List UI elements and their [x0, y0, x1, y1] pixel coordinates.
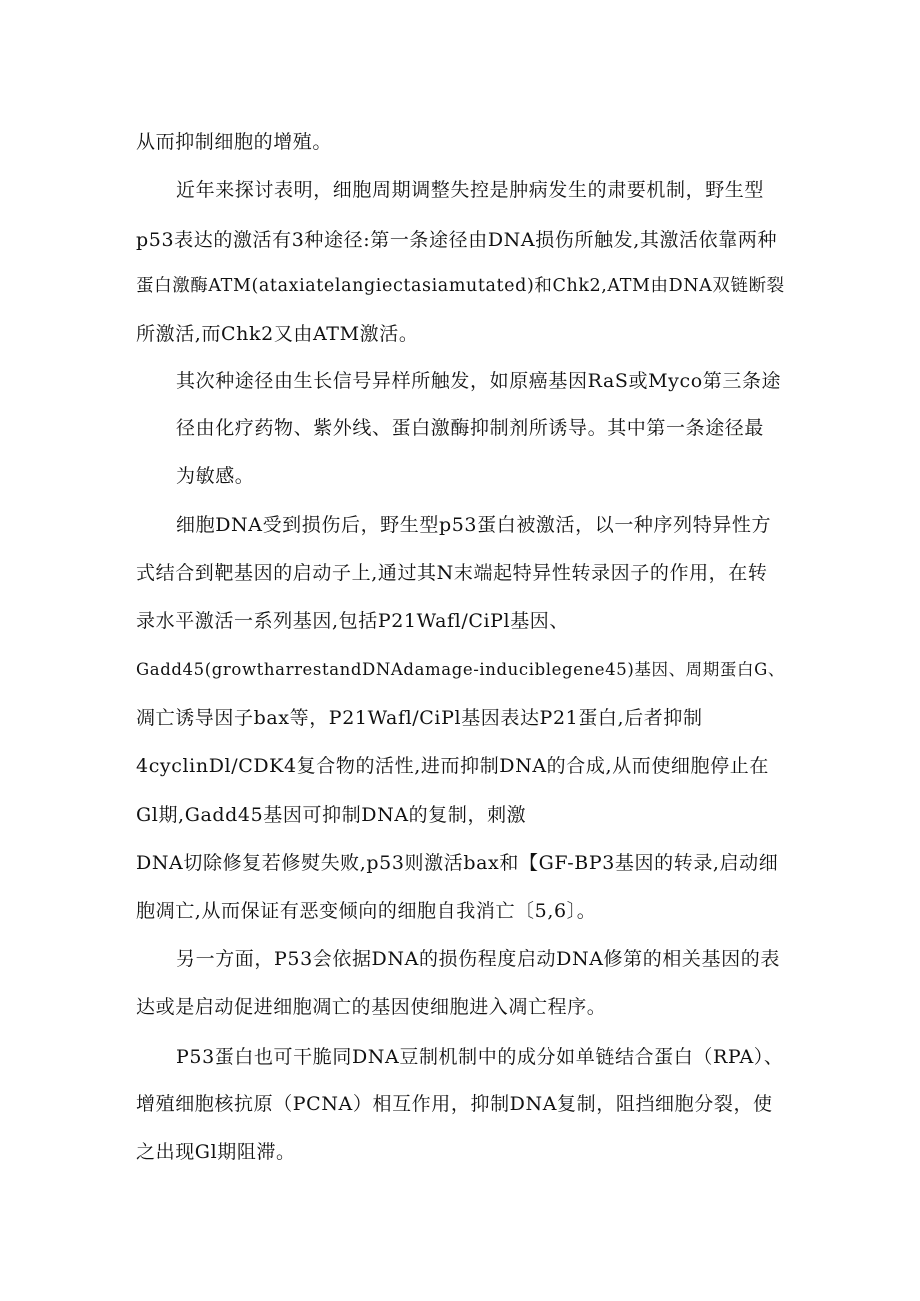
text-line: 凋亡诱导因子bax等，P21Wafl/CiPl基因表达P21蛋白,后者抑制	[136, 707, 703, 729]
text-line: P53蛋白也可干脆同DNA豆制机制中的成分如单链结合蛋白（RPA）、	[176, 1046, 784, 1068]
text-line: 其次种途径由生长信号异样所触发，如原癌基因RaS或Myco第三条途	[176, 370, 782, 392]
text-line: DNA切除修复若修熨失败,p53则激活bax和【GF-BP3基因的转录,启动细	[136, 852, 779, 874]
text-line: Gl期,Gadd45基因可抑制DNA的复制，刺激	[136, 804, 527, 826]
text-line: 式结合到靶基因的启动子上,通过其N末端起特异性转录因子的作用，在转	[136, 562, 768, 584]
text-line: 胞凋亡,从而保证有恶变倾向的细胞自我消亡〔5,6〕。	[136, 900, 597, 922]
text-line: 为敏感。	[176, 465, 255, 487]
text-line: 所激活,而Chk2又由ATM激活。	[136, 323, 419, 345]
text-line: 从而抑制细胞的增殖。	[136, 131, 333, 153]
text-line: 另一方面，P53会依据DNA的损伤程度启动DNA修第的相关基因的表	[176, 948, 780, 970]
text-line: 达或是启动促进细胞凋亡的基因使细胞进入凋亡程序。	[136, 996, 607, 1018]
text-line: 径由化疗药物、紫外线、蛋白激酶抑制剂所诱导。其中第一条途径最	[176, 417, 765, 439]
text-line: 录水平激活一系列基因,包括P21Wafl/CiPl基因、	[136, 610, 569, 632]
text-line: 细胞DNA受到损伤后，野生型p53蛋白被激活，以一种序列特异性方	[176, 514, 772, 536]
text-line: 蛋白激酶ATM(ataxiatelangiectasiamutated)和Chk2,ATM由DNA双链断裂	[136, 276, 785, 296]
text-line: 近年来探讨表明，细胞周期调整失控是肿病发生的肃要机制，野生型	[176, 179, 765, 201]
text-line: p53表达的激活有3种途径:第一条途径由DNA损伤所触发,其激活依靠两种	[136, 229, 778, 251]
text-line: 增殖细胞核抗原（PCNA）相互作用，抑制DNA复制，阻挡细胞分裂，使	[136, 1093, 773, 1115]
text-line: 之出现Gl期阻滞。	[136, 1141, 296, 1163]
text-line: 4cyclinDl/CDK4复合物的活性,进而抑制DNA的合成,从而使细胞停止在	[136, 755, 769, 777]
text-line: Gadd45(growtharrestandDNAdamage-induciblegene45)基因、周期蛋白G、	[136, 660, 785, 679]
